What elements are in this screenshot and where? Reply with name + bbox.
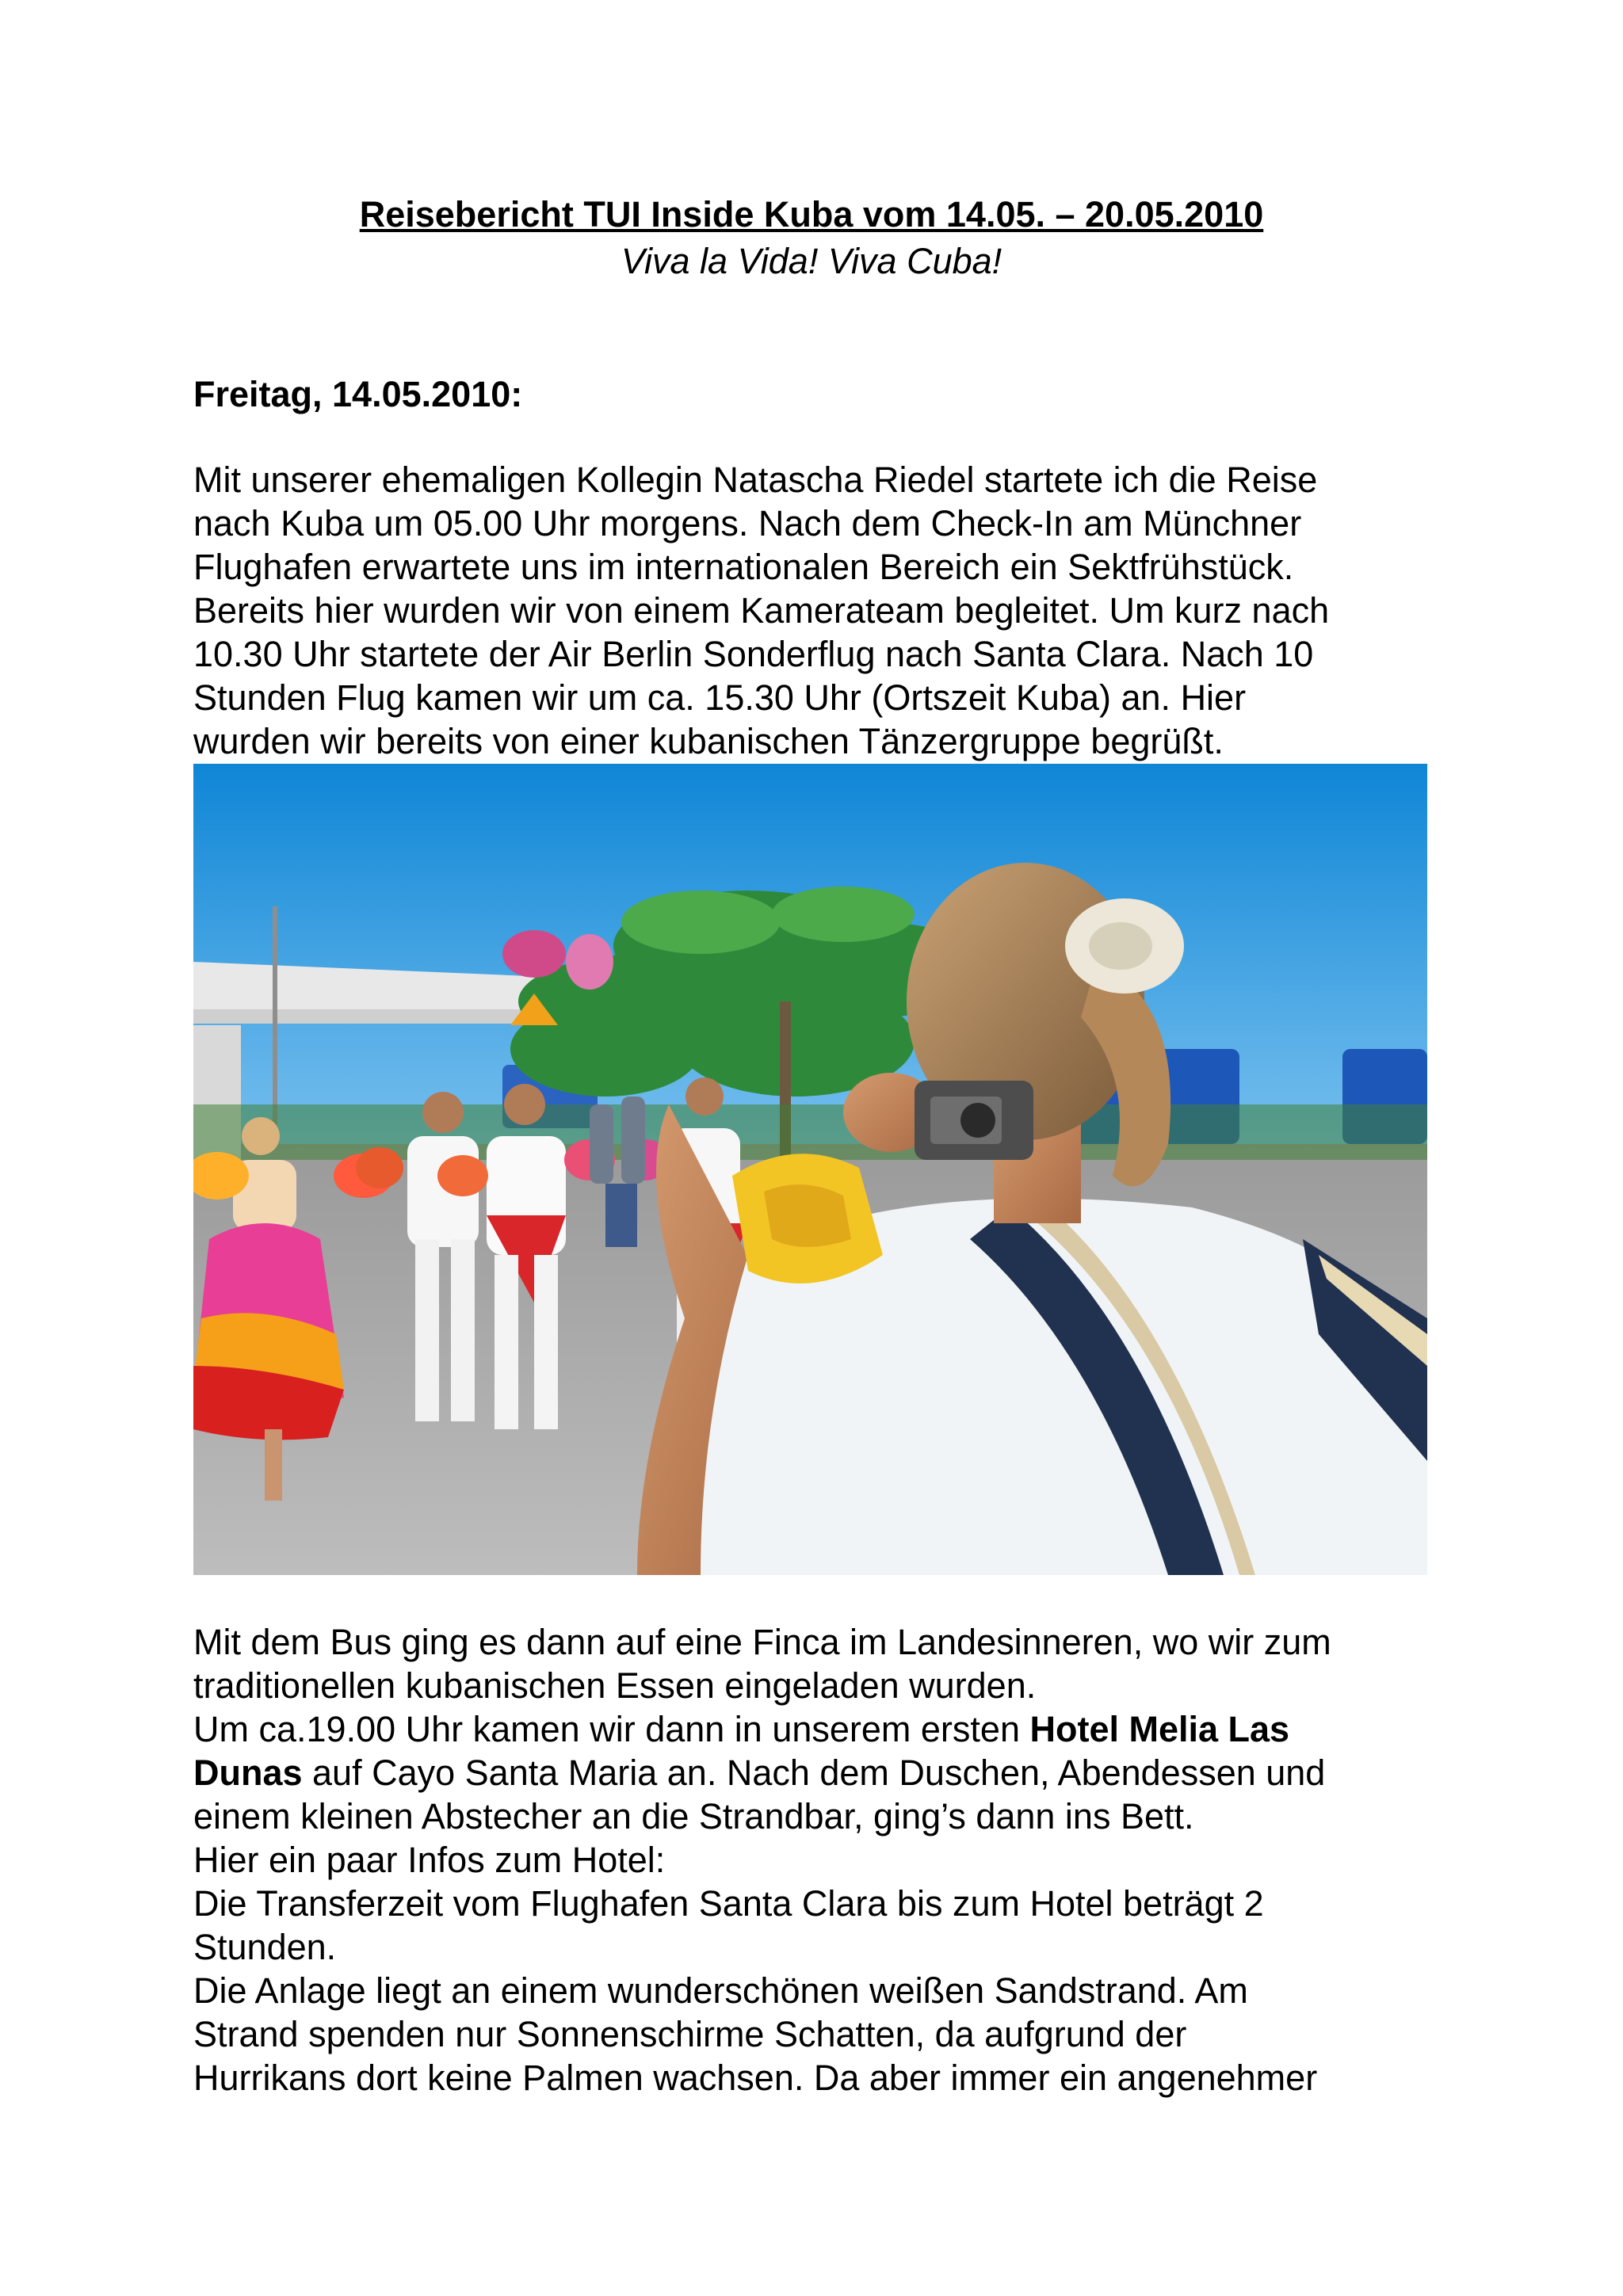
dancers-photo xyxy=(193,764,1427,1575)
text-line: Bereits hier wurden wir von einem Kamerateam begleitet. Um kurz nach xyxy=(193,590,1330,631)
text-line: einem kleinen Abstecher an die Strandbar, ging’s dann ins Bett. xyxy=(193,1796,1194,1836)
document-subtitle: Viva la Vida! Viva Cuba! xyxy=(621,241,1002,281)
text-line: Mit dem Bus ging es dann auf eine Finca im Landesinneren, wo wir zum xyxy=(193,1622,1331,1662)
text-line: Die Transferzeit vom Flughafen Santa Clara bis zum Hotel beträgt 2 xyxy=(193,1883,1264,1924)
text-line: nach Kuba um 05.00 Uhr morgens. Nach dem Check-In am Münchner xyxy=(193,503,1302,543)
text-span: auf Cayo Santa Maria an. Nach dem Duschen, Abendessen und xyxy=(302,1753,1326,1793)
day-heading: Freitag, 14.05.2010: xyxy=(193,374,523,414)
text-line: Hier ein paar Infos zum Hotel: xyxy=(193,1840,666,1880)
hotel-name: Hotel Melia Las xyxy=(1029,1709,1290,1749)
text-line xyxy=(193,1707,1438,1751)
text-line: Hurrikans dort keine Palmen wachsen. Da aber immer ein angenehmer xyxy=(193,2058,1318,2098)
text-line: Stunden Flug kamen wir um ca. 15.30 Uhr (Ortszeit Kuba) an. Hier xyxy=(193,677,1247,718)
text-line: traditionellen kubanischen Essen eingeladen wurden. xyxy=(193,1665,1037,1706)
text-line: Strand spenden nur Sonnenschirme Schatten, da aufgrund der xyxy=(193,2014,1187,2054)
text-span: Um ca.19.00 Uhr kamen wir dann in unserem ersten xyxy=(193,1709,1030,1749)
text-line xyxy=(193,1751,1438,1794)
hotel-name: Dunas xyxy=(193,1753,303,1793)
text-line: Flughafen erwartete uns im internationalen Bereich ein Sektfrühstück. xyxy=(193,547,1294,587)
text-line: wurden wir bereits von einer kubanischen Tänzergruppe begrüßt. xyxy=(193,721,1224,761)
document-title: Reisebericht TUI Inside Kuba vom 14.05. – 20.05.2010 xyxy=(359,194,1264,235)
text-line: Die Anlage liegt an einem wunderschönen weißen Sandstrand. Am xyxy=(193,1970,1248,2011)
text-line: Mit unserer ehemaligen Kollegin Natascha Riedel startete ich die Reise xyxy=(193,460,1318,500)
text-line: 10.30 Uhr startete der Air Berlin Sonderflug nach Santa Clara. Nach 10 xyxy=(193,634,1314,674)
intro-paragraph xyxy=(193,458,1438,763)
text-line: Stunden. xyxy=(193,1927,337,1967)
hotel-paragraph xyxy=(193,1620,1438,2100)
